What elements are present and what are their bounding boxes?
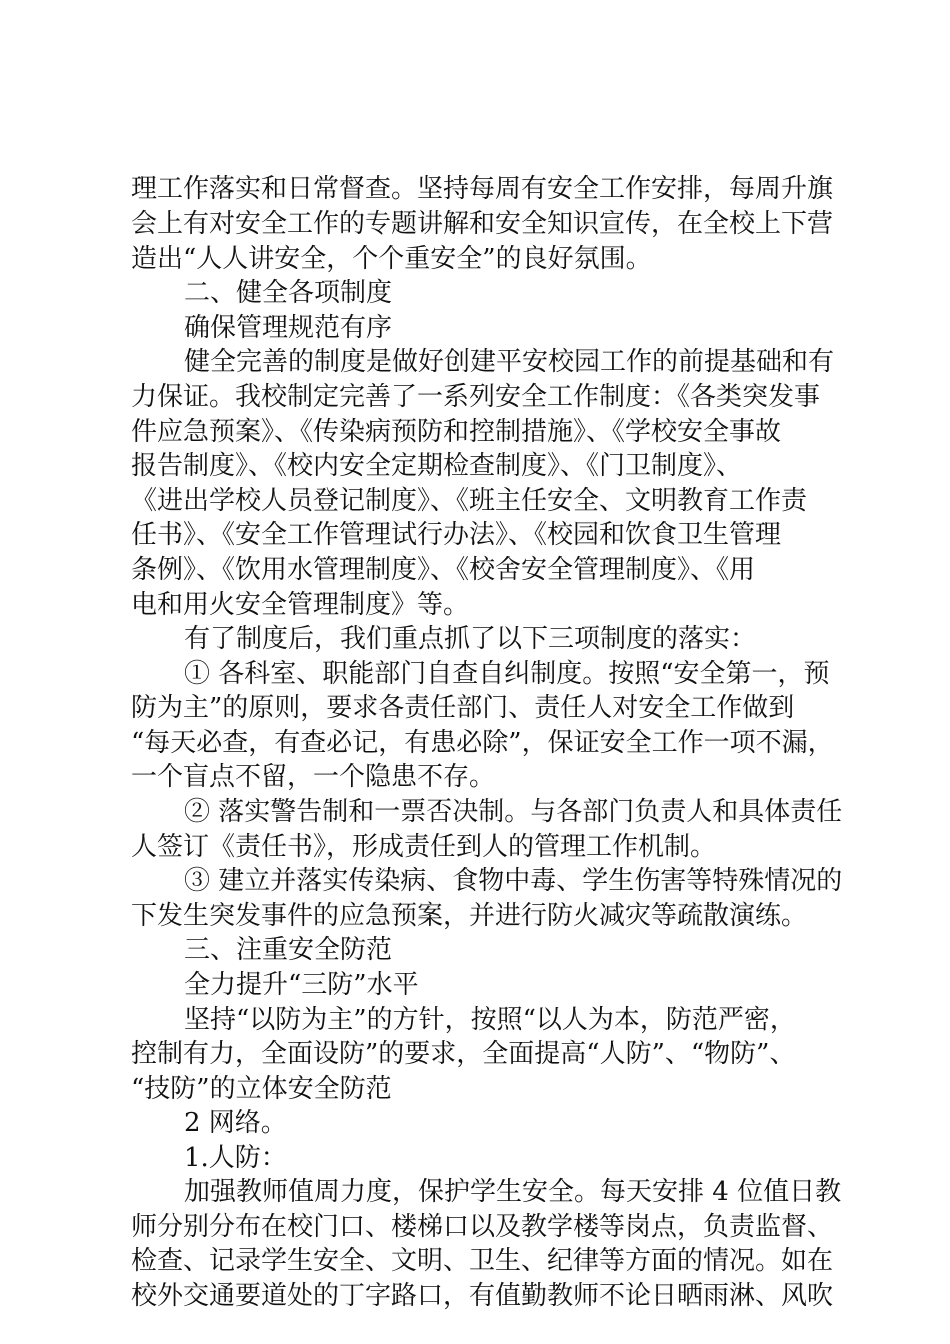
text-line: 控制有力，全面设防”的要求，全面提高“人防”、“物防”、	[131, 1039, 796, 1069]
text-line: 人签订《责任书》，形成责任到人的管理工作机制。	[131, 832, 717, 862]
text-line: 力保证。我校制定完善了一系列安全工作制度：《各类突发事	[131, 382, 821, 412]
section-subheading: 确保管理规范有序	[184, 313, 393, 343]
text-line: 坚持“以防为主”的方针，按照“以人为本，防范严密，	[184, 1005, 796, 1035]
text-line: ① 各科室、职能部门自查自纠制度。按照“安全第一，预	[184, 659, 830, 689]
text-line: 《进出学校人员登记制度》、《班主任安全、文明教育工作责	[131, 486, 808, 516]
section-heading: 三、注重安全防范	[184, 935, 393, 965]
text-line: 有了制度后，我们重点抓了以下三项制度的落实：	[184, 624, 757, 654]
text-line: 会上有对安全工作的专题讲解和安全知识宣传，在全校上下营	[131, 209, 834, 239]
text-line: 1.人防：	[184, 1143, 287, 1173]
text-line: 防为主”的原则，要求各责任部门、责任人对安全工作做到	[131, 693, 795, 723]
text-line: “技防”的立体安全防范	[131, 1074, 392, 1104]
text-line: ② 落实警告制和一票否决制。与各部门负责人和具体责任	[184, 797, 843, 827]
text-line: 理工作落实和日常督查。坚持每周有安全工作安排，每周升旗	[131, 174, 834, 204]
text-line: 条例》、《饮用水管理制度》、《校舍安全管理制度》、《用	[131, 555, 756, 585]
text-line: 2 网络。	[184, 1108, 287, 1138]
section-subheading: 全力提升“三防”水平	[184, 970, 419, 1000]
text-line: 校外交通要道处的丁字路口，有值勤教师不论日晒雨淋、风吹	[131, 1281, 834, 1311]
text-line: “每天必查，有查必记，有患必除”，保证安全工作一项不漏，	[131, 728, 834, 758]
text-line: 报告制度》、《校内安全定期检查制度》、《门卫制度》、	[131, 451, 743, 481]
text-line: 电和用火安全管理制度》等。	[131, 590, 470, 620]
section-heading: 二、健全各项制度	[184, 278, 393, 308]
text-line: 造出“人人讲安全，个个重安全”的良好氛围。	[131, 244, 652, 274]
text-line: 师分别分布在校门口、楼梯口以及教学楼等岗点，负责监督、	[131, 1212, 834, 1242]
text-line: ③ 建立并落实传染病、食物中毒、学生伤害等特殊情况的	[184, 866, 843, 896]
text-line: 健全完善的制度是做好创建平安校园工作的前提基础和有	[184, 347, 835, 377]
text-line: 件应急预案》、《传染病预防和控制措施》、《学校安全事故	[131, 417, 782, 447]
text-line: 任书》、《安全工作管理试行办法》、《校园和饮食卫生管理	[131, 520, 782, 550]
text-line: 加强教师值周力度，保护学生安全。每天安排 4 位值日教	[184, 1177, 842, 1207]
text-line: 下发生突发事件的应急预案，并进行防火减灾等疏散演练。	[131, 901, 808, 931]
text-line: 一个盲点不留，一个隐患不存。	[131, 762, 496, 792]
text-line: 检查、记录学生安全、文明、卫生、纪律等方面的情况。如在	[131, 1246, 834, 1276]
